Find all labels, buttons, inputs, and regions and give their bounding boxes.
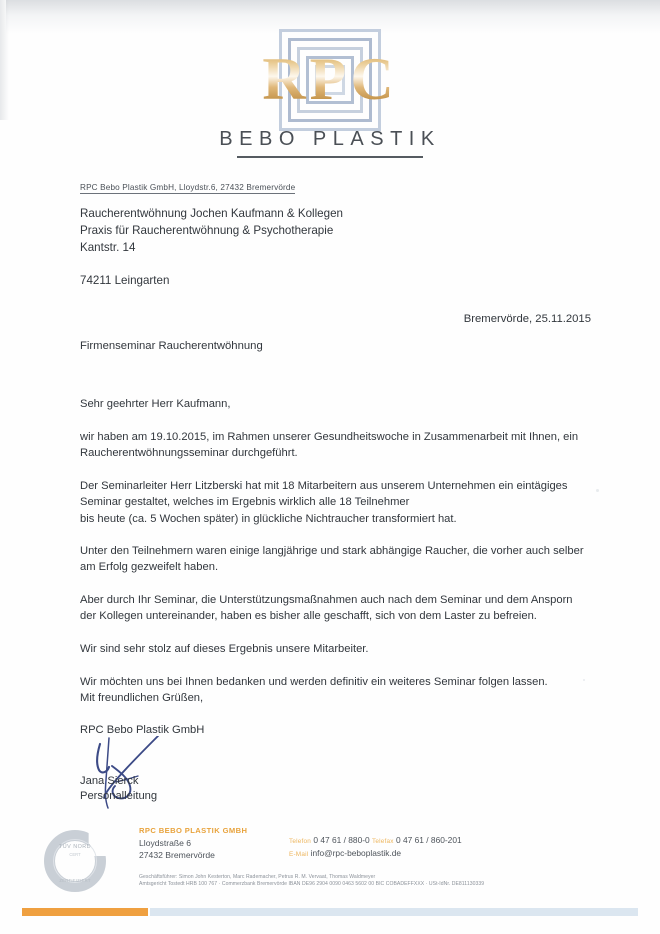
seal-top-text: TÜV NORD	[58, 844, 92, 850]
footer-legal-line-2: Amtsgericht Tostedt HRB 100 767 · Commerzbank Bremervörde IBAN DE96 2904 0090 0463 5602 00 BIC COBADEFFXXX · USt-IdNr. DE811130339	[139, 881, 485, 888]
body-paragraph-2-line-1: Der Seminarleiter Herr Litzberski hat mit 18 Mitarbeitern aus unserem Unternehmen ein eintägiges	[80, 479, 568, 492]
tuv-nord-certification-seal-icon	[44, 830, 106, 892]
scan-speck	[596, 489, 599, 492]
recipient-address-block	[80, 205, 343, 289]
recipient-line-3: Kantstr. 14	[80, 241, 136, 254]
body-paragraph-6: Wir möchten uns bei Ihnen bedanken und werden definitiv ein weiteres Seminar folgen lassen.	[80, 675, 548, 688]
footer-company-heading: RPC BEBO PLASTIK GMBH	[139, 826, 248, 835]
footer-city: 27432 Bremervörde	[139, 849, 215, 860]
date-line: Bremervörde, 25.11.2015	[463, 313, 591, 325]
closing-greeting: Mit freundlichen Grüßen,	[80, 692, 204, 704]
return-address-line: RPC Bebo Plastik GmbH, Lloydstr.6, 27432 Bremervörde	[80, 183, 296, 192]
signer-role: Personalleitung	[80, 790, 158, 802]
footer-street: Lloydstraße 6	[139, 838, 192, 848]
salutation: Sehr geehrter Herr Kaufmann,	[80, 398, 231, 410]
letter-footer	[0, 826, 660, 901]
footer-bar-orange	[22, 908, 148, 916]
footer-email-value[interactable]: info@rpc-beboplastik.de	[310, 847, 402, 858]
closing-company: RPC Bebo Plastik GmbH	[80, 723, 205, 736]
body-paragraph-2	[80, 478, 588, 528]
recipient-city: 74211 Leingarten	[80, 274, 170, 287]
footer-fax-value: 0 47 61 / 860-201	[396, 835, 462, 845]
company-logo	[0, 28, 660, 158]
body-paragraph-4: Aber durch Ihr Seminar, die Unterstützungsmaßnahmen auch nach dem Seminar und dem Ansporn der Kollegen untereinander, haben es bisher alle geschafft, sich von dem Laster zu befreien.	[80, 593, 573, 623]
letter-body	[80, 396, 588, 706]
body-paragraph-5: Wir sind sehr stolz auf dieses Ergebnis unsere Mitarbeiter.	[80, 642, 369, 655]
footer-color-bars	[0, 908, 660, 917]
footer-legal-line-1: Geschäftsführer: Simon John Kesterton, Marc Rademacher, Petrus R. M. Vervaat, Thomas Waldmeyer	[139, 874, 376, 880]
footer-bar-blue	[150, 908, 638, 916]
body-paragraph-2-line-2: Seminar gestaltet, welches im Ergebnis wirklich alle 18 Teilnehmer	[80, 496, 410, 509]
footer-address-column	[139, 826, 247, 861]
signer-name: Jana Sierck	[80, 775, 139, 787]
logo-wordmark: BEBO PLASTIK	[219, 128, 441, 150]
footer-legal-fine-print	[139, 874, 484, 889]
footer-email-label: E-Mail	[289, 850, 309, 858]
body-paragraph-1: wir haben am 19.10.2015, im Rahmen unserer Gesundheitswoche in Zusammenarbeit mit Ihnen, ein Raucherentwöhnungsseminar durchgeführt.	[80, 430, 579, 460]
subject-line: Firmenseminar Raucherentwöhnung	[80, 340, 263, 352]
body-paragraph-3: Unter den Teilnehmern waren einige langjährige und stark abhängige Raucher, die vorher auch selber am Erfolg gezweifelt haben.	[80, 544, 584, 574]
seal-arc-text: ZERTIFIZIERT	[59, 878, 91, 883]
footer-phone-value: 0 47 61 / 880-0	[313, 835, 370, 845]
logo-mark	[205, 28, 455, 132]
footer-email-row	[289, 848, 462, 861]
footer-contact-column	[289, 835, 462, 860]
recipient-line-1: Raucherentwöhnung Jochen Kaufmann & Kollegen	[80, 207, 343, 220]
scan-speck	[583, 679, 585, 681]
logo-underline	[237, 156, 423, 158]
seal-sub-text: CERT	[69, 852, 81, 857]
recipient-line-2: Praxis für Raucherentwöhnung & Psychotherapie	[80, 224, 334, 237]
footer-fax-label: Telefax	[372, 838, 394, 845]
logo-monogram: RPC	[205, 49, 455, 109]
footer-phone-row	[289, 835, 462, 848]
body-paragraph-2-line-3: bis heute (ca. 5 Wochen später) in glückliche Nichtraucher transformiert hat.	[80, 512, 457, 525]
closing-block	[80, 690, 204, 738]
signer-block	[80, 774, 157, 804]
footer-phone-label: Telefon	[289, 838, 312, 845]
